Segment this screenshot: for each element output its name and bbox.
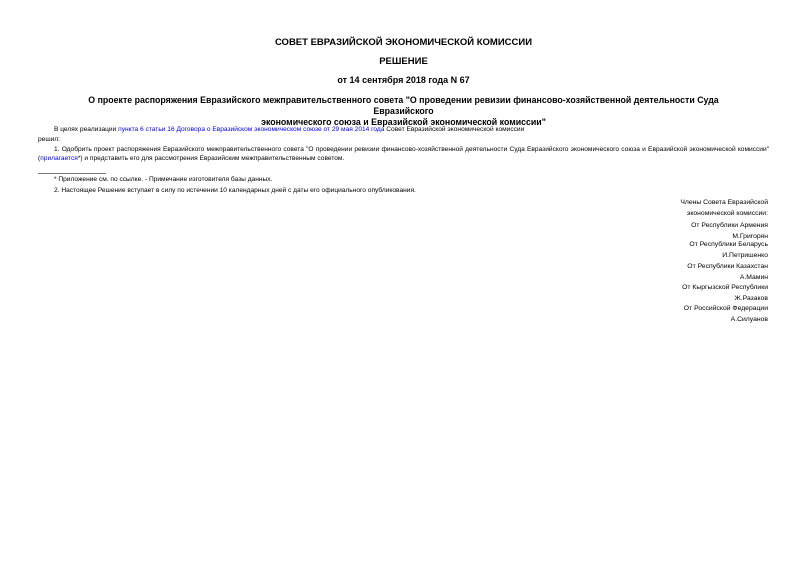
title-line-1: О проекте распоряжения Евразийского межправительственного совета "О проведении ревизии финансово-хозяйственной деятельности Суда Евразийского [88, 95, 719, 116]
signature-country-kazakhstan: От Республики Казахстан [687, 263, 768, 270]
item-1-paragraph [38, 145, 769, 164]
signature-country-russia: От Российской Федерации [683, 305, 768, 312]
signature-name-kyrgyzstan: Ж.Разаков [734, 295, 768, 302]
attachment-link[interactable]: прилагается [40, 155, 78, 163]
signature-name-kazakhstan: А.Мамин [739, 274, 768, 281]
heading-organization: СОВЕТ ЕВРАЗИЙСКОЙ ЭКОНОМИЧЕСКОЙ КОМИССИИ [274, 37, 533, 48]
footnote: * Приложение см. по ссылке. - Примечание изготовителя базы данных. [54, 176, 273, 183]
intro-paragraph [38, 125, 773, 134]
heading-document-type: РЕШЕНИЕ [379, 56, 428, 67]
signature-country-armenia: От Республики Армения [691, 222, 768, 229]
heading-date: от 14 сентября 2018 года N 67 [337, 75, 470, 85]
signature-header-line-1: Члены Совета Евразийской [680, 199, 768, 206]
signature-name-armenia: М.Григорян [732, 233, 768, 240]
item-2-paragraph: 2. Настоящее Решение вступает в силу по истечении 10 календарных дней с даты его официального опубликования. [54, 187, 416, 194]
title-line-2: экономического союза и Евразийской экономической комиссии" [261, 117, 546, 127]
item-1-text-end: *) и представить его для рассмотрения Евразийским межправительственным советом. [77, 155, 345, 163]
signature-header-line-2: экономической комиссии: [686, 210, 768, 217]
signature-name-belarus: И.Петришенко [722, 252, 768, 259]
intro-prefix: В целях реализации [54, 126, 119, 133]
item-1-text: 1. Одобрить проект распоряжения Евразийского межправительственного совета "О проведении ревизии финансово-хозяйственной деятельности Суда Евразийского экономического союза и Евразийской экономической комиссии" ( [38, 146, 769, 163]
footnote-divider [38, 173, 106, 174]
signature-country-kyrgyzstan: От Кыргызской Республики [682, 284, 768, 291]
intro-suffix: Совет Евразийской экономической комиссии [384, 126, 525, 133]
signature-country-belarus: От Республики Беларусь [689, 241, 768, 248]
treaty-link[interactable]: пункта 6 статьи 16 Договора о Евразийском экономическом союзе от 29 мая 2014 года [118, 126, 385, 133]
decided-label: решил: [38, 136, 60, 143]
signature-name-russia: А.Силуанов [730, 316, 768, 323]
document-title [60, 95, 747, 128]
